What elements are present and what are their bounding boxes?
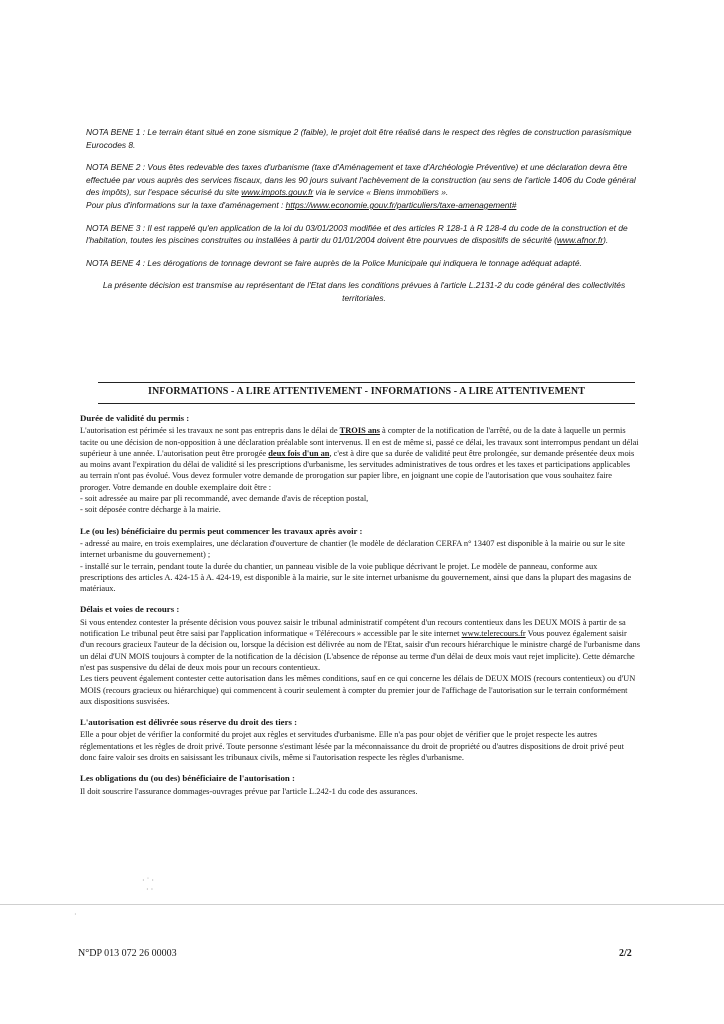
validity-option-1: - soit adressée au maire par pli recommandé, avec demande d'avis de réception postal, (80, 494, 369, 504)
section-validity-title: Durée de validité du permis : (80, 413, 190, 423)
nota-bene-block (86, 126, 642, 315)
section-appeal (80, 604, 640, 707)
impots-link[interactable]: www.impots.gouv.fr (241, 187, 314, 198)
section-obligations-title: Les obligations du (ou des) bénéficiaire de l'autorisation : (80, 773, 295, 784)
third-party-body: Elle a pour objet de vérifier la conformité du projet aux règles et servitudes d'urbanisme. Elle n'a pas pour objet de vérifier que le projet respecte les autres réglementations et les règles de droit privé. Toute personne s'estimant lésée par la méconnaissance du droit de propriété ou d'autres dispositions de droit privé peut donc faire valoir ses droits en saisissant les tribunaux civils, même si l'autorisation respecte les règles d'urbanisme. (80, 730, 624, 763)
information-banner (98, 382, 635, 404)
obligations-body: Il doit souscrire l'assurance dommages-ouvrages prévue par l'article L.242-1 du code des assurances. (80, 786, 418, 796)
scan-speck-lower: · (74, 910, 77, 919)
scan-speck: · ˙ · · · (142, 876, 154, 894)
telerecours-link[interactable]: www.telerecours.fr (461, 629, 526, 639)
page-number: 2/2 (619, 948, 632, 959)
nota-bene-1: NOTA BENE 1 : Le terrain étant situé en zone sismique 2 (faible), le projet doit être réalisé dans le respect des règles de construction parasismique Eurocodes 8. (86, 127, 632, 150)
works-item-2: - installé sur le terrain, pendant toute la durée du chantier, un panneau visible de la voie publique décrivant le projet. Le modèle de panneau, conforme aux prescriptions des articles A. 424-15 à A. 424-19, est disponible à la mairie, sur le site internet urbanisme du gouvernement, ainsi que dans la plupart des magasins de matériaux. (80, 561, 632, 594)
nota-bene-2-text: NOTA BENE 2 : Vous êtes redevable des taxes d'urbanisme (taxe d'Aménagement et taxe d'Archéologie Préventive) et une déclaration devra être effectuée par vous auprès des services fiscaux, dans les 90 jours suivant l'achèvement de la construction (au sens de l'article 1406 du Code général des impôts), sur l'espace sécurisé du site (86, 162, 636, 198)
validity-text-a: L'autorisation est périmée si les travaux ne sont pas entrepris dans le délai de (80, 426, 340, 436)
nota-bene-3-tail: ). (603, 235, 609, 246)
works-item-1: - adressé au maire, en trois exemplaires, une déclaration d'ouverture de chantier (le modèle de déclaration CERFA n° 13407 est disponible à la mairie ou sur le site internet urbanisme du gouvernement) ; (80, 538, 625, 560)
appeal-text-a: Si vous entendez contester la présente décision vous pouvez saisir le tribunal administratif compétent d'un recours contentieux dans les DEUX MOIS à partir de sa notification Le tribunal peut être saisi par l'application informatique « Télérecours » accessible par le site internet (80, 617, 626, 639)
nota-bene-2 (86, 161, 642, 211)
section-validity (80, 413, 640, 516)
section-appeal-title: Délais et voies de recours : (80, 604, 180, 615)
nota-bene-2-tail: via le service « Biens immobiliers ». (313, 187, 449, 198)
validity-option-2: - soit déposée contre décharge à la mairie. (80, 505, 221, 515)
section-third-party-title: L'autorisation est délivrée sous réserve du droit des tiers : (80, 717, 298, 728)
section-works-title: Le (ou les) bénéficiaire du permis peut commencer les travaux après avoir : (80, 525, 363, 536)
validity-text-c: , c'est à dire que sa durée de validité peut être prolongée, sur demande présentée deux mois au moins avant l'expiration du délai de validité si les prescriptions d'urbanisme, les servitudes administratives de tous ordres et les taxes et participations applicables au terrain n'ont pas évolué. Vous devez formuler votre demande de prorogation sur papier libre, en joignant une copie de l'autorisation que vous souhaitez faire proroger. Votre demande en double exemplaire doit être : (80, 448, 635, 492)
nota-bene-4: NOTA BENE 4 : Les dérogations de tonnage devront se faire auprès de la Police Municipale qui indiquera le tonnage adéquat adapté. (86, 257, 582, 268)
section-validity-body (80, 425, 640, 493)
section-obligations (80, 773, 640, 797)
appeal-paragraph-1 (80, 617, 640, 673)
scan-edge-divider (0, 904, 724, 905)
afnor-link[interactable]: www.afnor.fr (556, 235, 604, 246)
section-third-party (80, 717, 640, 763)
validity-text-b: à compter de la notification de l'arrêté, ou de la date à laquelle un permis tacite ou une décision de non-opposition à une déclaration préalable sont intervenus. Il en est de même si, passé ce délai, les travaux sont interrompus pendant un délai supérieur à une année. L'autorisation peut être prorogée (80, 426, 639, 458)
decision-transmission: La présente décision est transmise au représentant de l'Etat dans les conditions prévues à l'article L.2131-2 du code général des collectivités territoriales. (102, 280, 626, 303)
information-banner-text: INFORMATIONS - A LIRE ATTENTIVEMENT - INFORMATIONS - A LIRE ATTENTIVEMENT (147, 386, 585, 397)
validity-duration: TROIS ans (339, 426, 380, 436)
appeal-text-b: Vous pouvez également saisir d'un recours gracieux l'auteur de la décision ou, lorsque la décision est délivrée au nom de l'Etat, saisir d'un recours hiérarchique le ministre chargé de l'urbanisme dans un délai d'UN MOIS toujours à compter de la notification de la décision (L'absence de réponse au terme d'un délai de deux mois vaut rejet implicite). Cette démarche n'est pas suspensive du délai de deux mois pour un recours contentieux. (80, 629, 640, 672)
appeal-paragraph-2: Les tiers peuvent également contester cette autorisation dans les mêmes conditions, sauf en ce qui concerne les délais de DEUX MOIS (recours contentieux) ou d'UN MOIS (recours gracieux ou hiérarchique) qui commencent à courir seulement à compter du premier jour de l'affichage de l'autorisation sur le terrain conformément aux dispositions susvisées. (80, 674, 636, 706)
information-sections (80, 413, 640, 807)
nota-bene-2-more: Pour plus d'informations sur la taxe d'aménagement : (86, 199, 286, 210)
nota-bene-3 (86, 222, 642, 247)
validity-extension: deux fois d'un an (268, 448, 330, 458)
section-works (80, 526, 640, 595)
dossier-reference: N°DP 013 072 26 00003 (78, 948, 177, 959)
nota-bene-3-text: NOTA BENE 3 : Il est rappelé qu'en application de la loi du 03/01/2003 modifiée et des articles R 128-1 à R 128-4 du code de la construction et de l'habitation, toutes les piscines construites ou installées à partir du 01/01/2004 doivent être pourvues de dispositifs de sécurité ( (86, 222, 628, 246)
taxe-amenagement-link[interactable]: https://www.economie.gouv.fr/particuliers/taxe-amenagement# (285, 199, 517, 210)
